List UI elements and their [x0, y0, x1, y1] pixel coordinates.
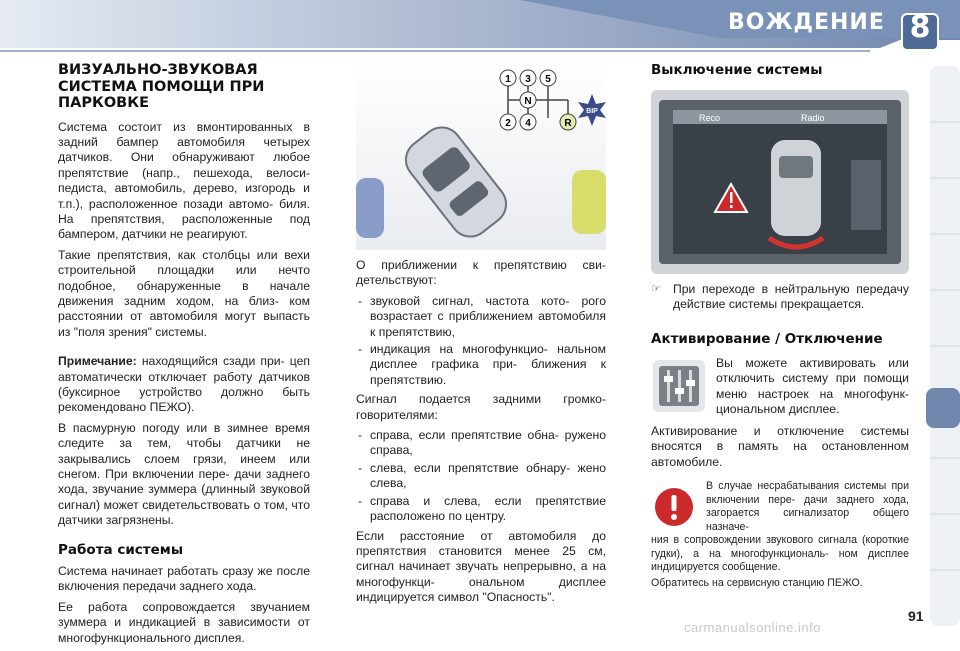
paragraph: Если расстояние от автомобиля до препятствия становится менее 25 см, сигнал начинает звучать непрерывно, а на многофункци- ональном дисплее индицируется символ "Опасность".: [356, 528, 606, 605]
chapter-number: 8: [909, 10, 931, 45]
paragraph: Такие препятствия, как столбцы или вехи строительной площадки или нечто подобное, обнаруженные в начале движения задним ходом, на близ- ком расстоянии от автомобиля могут выпасть из "поля зрения" системы.: [58, 247, 310, 339]
paragraph: Ее работа сопровождается звучанием зуммера и индикацией в зависимости от многофункционального дисплея.: [58, 599, 310, 645]
paragraph: Система начинает работать сразу же после включения передачи заднего хода.: [58, 564, 310, 594]
svg-text:BIP: BIP: [586, 108, 598, 115]
subsection-title: Работа системы: [58, 541, 184, 558]
car-top-view-icon: [769, 140, 823, 247]
pointer-hand-icon: ☞: [651, 283, 661, 295]
warning-text: Обратитесь на сервисную станцию ПЕЖО.: [651, 577, 863, 589]
indicator-list: [356, 294, 606, 388]
gear-label: R: [564, 118, 572, 129]
gear-label: N: [524, 96, 532, 107]
warning-text: В случае несрабатывания системы при включении пере- дачи заднего хода, загорается сигнализатор общего назначе-: [706, 480, 909, 533]
section-title: ВИЗУАЛЬНО-ЗВУКОВАЯ СИСТЕМА ПОМОЩИ ПРИ ПАРКОВКЕ: [58, 62, 265, 111]
paragraph: Сигнал подается задними громко- говорителями:: [356, 392, 606, 422]
column-settings: [651, 62, 909, 87]
column-operation: [356, 258, 606, 611]
screen-tab-label: Reco: [699, 113, 721, 123]
paragraph: В пасмурную погоду или в зимнее время следите за тем, чтобы датчики не закрывались слоем грязи, инеем или снегом. При включении пере- дачи заднего хода, звучание зуммера (длинный звуковой сигнал) может свидетельствовать о том, что датчики загрязнены.: [58, 420, 310, 528]
warning-text: ния в сопровождении звукового сигнала (короткие гудки), а на многофункциональ- ном дисплее индицируется сообщение.: [651, 534, 909, 574]
page-number: 91: [908, 608, 924, 624]
list-item: - звуковой сигнал, частота кото- рого возрастает с приближением автомобиля к препятствию,: [356, 294, 606, 340]
paragraph: О приближении к препятствию сви- детельствуют:: [356, 258, 606, 288]
list-item: - индикация на многофункцио- нальном дисплее графика при- ближения к препятствию.: [356, 342, 606, 388]
speaker-list: [356, 428, 606, 524]
column-intro: [58, 62, 310, 651]
note-text: При переходе в нейтральную передачу действие системы прекращается.: [673, 282, 909, 312]
car-right-icon: [572, 170, 606, 234]
gear-label: 2: [505, 118, 511, 129]
watermark: carmanualsonline.info: [684, 620, 821, 635]
parking-illustration: [356, 60, 606, 250]
paragraph: Система состоит из вмонтированных в задний бампер автомобиля четырех датчиков. Они обнаруживают любое препятствие (напр., пешехода, велоси- педиста, автомобиль, дерево, изгородь и т.п.), расположенное позади автомо- биля. На препятствия, расположенные под бампером, датчики не реагируют.: [58, 119, 310, 242]
gear-label: 1: [505, 74, 511, 85]
chapter-tabs: [926, 66, 960, 626]
note-text: находящийся сзади при- цеп автоматически отключает работу датчиков (буксирное устройство должно быть рекомендовано ПЕЖО).: [58, 354, 310, 415]
gear-label: 4: [525, 118, 531, 129]
list-item: - справа, если препятствие обна- ружено справа,: [356, 428, 606, 459]
paragraph: Активирование и отключение системы вносятся в память на остановленном автомобиле.: [651, 424, 909, 469]
alert-exclamation-icon: [653, 486, 695, 528]
list-item: - справа и слева, если препятствие расположено по центру.: [356, 494, 606, 525]
paragraph: Вы можете активировать или отключить систему при помощи меню настроек на многофунк- циональном дисплее.: [716, 356, 909, 417]
gear-label: 5: [545, 74, 551, 85]
subsection-title: Активирование / Отключение: [651, 331, 883, 347]
screen-tab-label: Radio: [801, 113, 825, 123]
list-item: - слева, если препятствие обнару- жено слева,: [356, 461, 606, 492]
section-title: Выключение системы: [651, 62, 823, 78]
header-title: ВОЖДЕНИЕ: [728, 10, 885, 35]
display-screen-illustration: [651, 90, 909, 274]
gear-label: 3: [525, 74, 531, 85]
car-left-icon: [356, 178, 384, 238]
note-label: Примечание:: [58, 354, 137, 369]
neutral-gear-note: [651, 282, 909, 313]
settings-sliders-icon: [653, 360, 705, 412]
note-paragraph: [58, 354, 310, 416]
